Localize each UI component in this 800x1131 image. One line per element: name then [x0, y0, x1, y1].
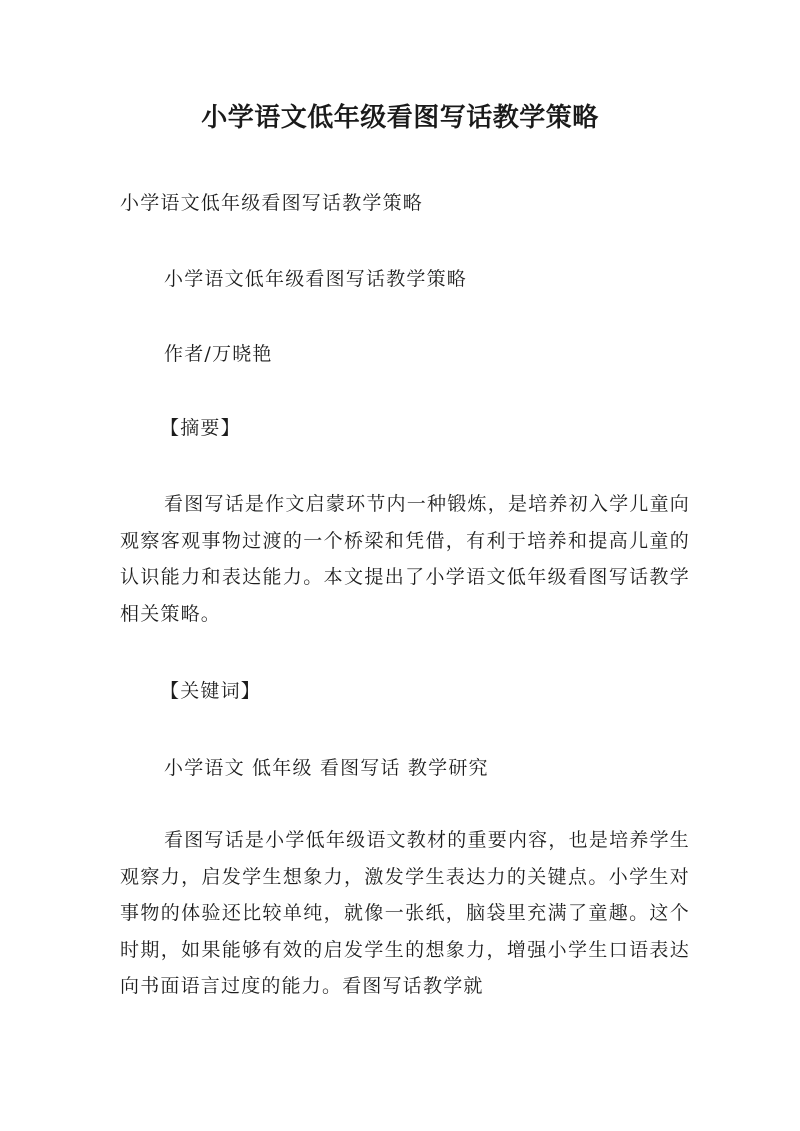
keywords-heading: 【关键词】 [160, 680, 262, 702]
subtitle-line: 小学语文低年级看图写话教学策略 [120, 192, 424, 214]
body-paragraph: 看图写话是小学低年级语文教材的重要内容，也是培养学生观察力，启发学生想象力，激发学生表达力的关键点。小学生对事物的体验还比较单纯，就像一张纸，脑袋里充满了童趣。这个时期，如果能够有效的启发学生的想象力，增强小学生口语表达向书面语言过度的能力。看图写话教学就 [120, 829, 690, 997]
keywords-line: 小学语文 低年级 看图写话 教学研究 [164, 757, 489, 779]
abstract-heading: 【摘要】 [160, 417, 241, 439]
author-line: 作者/万晓艳 [164, 343, 273, 365]
article-title: 小学语文低年级看图写话教学策略 [164, 268, 468, 290]
document-title: 小学语文低年级看图写话教学策略 [201, 103, 599, 133]
abstract-text: 看图写话是作文启蒙环节内一种锻炼，是培养初入学儿童向观察客观事物过渡的一个桥梁和凭借，有利于培养和提高儿童的认识能力和表达能力。本文提出了小学语文低年级看图写话教学相关策略。 [120, 493, 690, 625]
